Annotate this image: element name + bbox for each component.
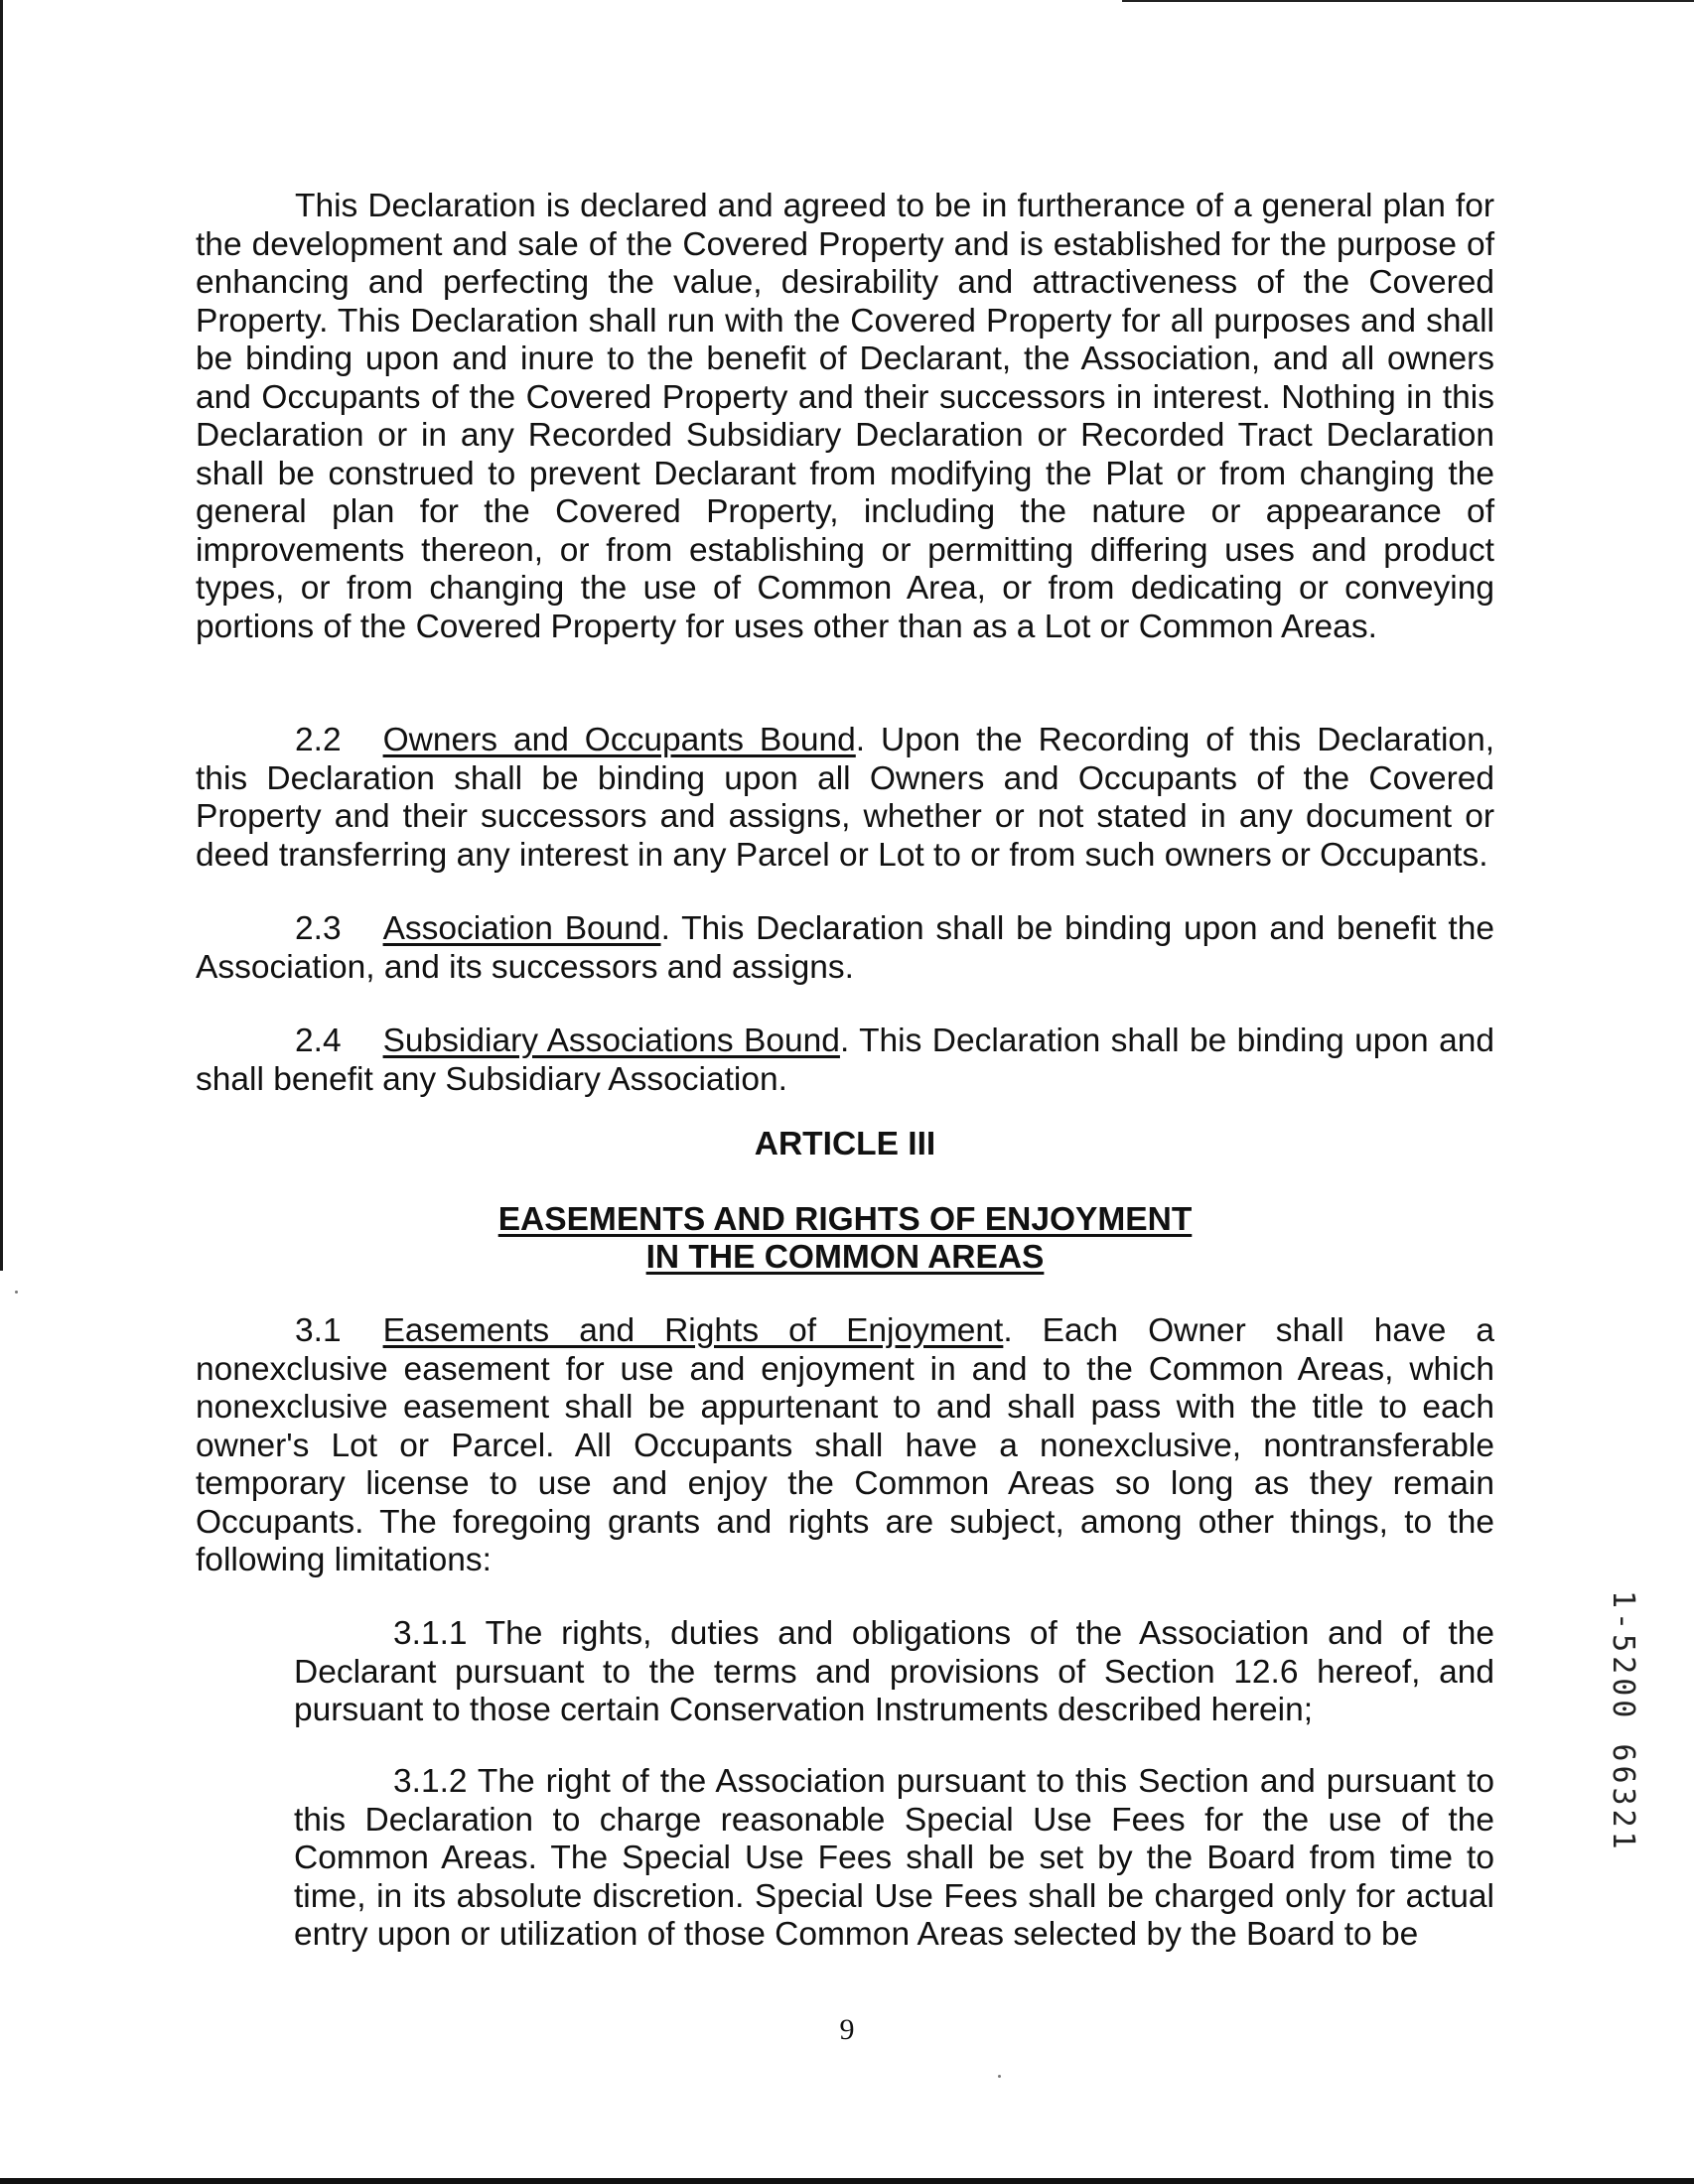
section-number: 2.4: [295, 1023, 342, 1059]
section-number: 2.3: [295, 910, 342, 947]
scan-speck: [15, 1291, 18, 1294]
article-title-line-1: EASEMENTS AND RIGHTS OF ENJOYMENT: [497, 1201, 1193, 1238]
section-number: 3.1: [295, 1312, 342, 1349]
subsection-number: 3.1.2: [393, 1763, 468, 1800]
section-text: . This Declaration shall be binding upon and benefit the Association, and its successors and assigns.: [196, 910, 1494, 986]
article-label: ARTICLE III: [754, 1126, 936, 1162]
subsection-3-1-1: [294, 1615, 1494, 1730]
section-2-4: [196, 1023, 1494, 1099]
section-3-1: [196, 1312, 1494, 1580]
scan-edge-bottom: [0, 2178, 1694, 2184]
section-title: Owners and Occupants Bound: [382, 722, 856, 758]
scan-edge-top: [1122, 0, 1694, 2]
section-2-2: [196, 722, 1494, 875]
section-title: Subsidiary Associations Bound: [382, 1023, 840, 1059]
subsection-text: The right of the Association pursuant to this Section and pursuant to this Declaration to charge reasonable Special Use Fees for the use of the Common Areas. The Special Use Fees shall be set by the Board from time to time, in its absolute discretion. Special Use Fees shall be charged only for actual entry upon or utilization of those Common Areas selected by the Board to be: [294, 1763, 1495, 1953]
subsection-3-1-2: [294, 1763, 1494, 1955]
section-text: . Each Owner shall have a nonexclusive easement for use and enjoyment in and to the Common Areas, which nonexclusive easement shall be appurtenant to and shall pass with the title to each owner's Lot or Parcel. All Occupants shall have a nonexclusive, nontransferable temporary license to use and enjoy the Common Areas so long as they remain Occupants. The foregoing grants and rights are subject, among other things, to the following limitations:: [196, 1312, 1494, 1578]
subsection-text: The rights, duties and obligations of the Association and of the Declarant pursuant to the terms and provisions of Section 12.6 hereof, and pursuant to those certain Conservation Instruments described herein;: [294, 1615, 1495, 1728]
section-title: Easements and Rights of Enjoyment: [382, 1312, 1004, 1349]
page-number: 9: [839, 2013, 855, 2046]
scan-edge-left: [0, 0, 3, 1271]
section-number: 2.2: [295, 722, 342, 758]
article-title-line-2: IN THE COMMON AREAS: [645, 1239, 1045, 1276]
section-2-3: [196, 910, 1494, 987]
intro-paragraph-block: [196, 188, 1494, 646]
section-text: . Upon the Recording of this Declaration, this Declaration shall be binding upon all Owners and Occupants of the Covered Property and their successors and assigns, whether or not stated in any document or deed transferring any interest in any Parcel or Lot to or from such owners or Occupants.: [196, 722, 1495, 874]
intro-paragraph: This Declaration is declared and agreed to be in furtherance of a general plan for the development and sale of the Covered Property and is established for the purpose of enhancing and perfecting the value, desirability and attractiveness of the Covered Property. This Declaration shall run with the Covered Property for all purposes and shall be binding upon and inure to the benefit of Declarant, the Association, and all owners and Occupants of the Covered Property and their successors in interest. Nothing in this Declaration or in any Recorded Subsidiary Declaration or Recorded Tract Declaration shall be construed to prevent Declarant from modifying the Plat or from changing the general plan for the Covered Property, including the nature or appearance of improvements thereon, or from establishing or permitting differing uses and product types, or from changing the use of Common Area, or from dedicating or conveying portions of the Covered Property for uses other than as a Lot or Common Areas.: [196, 188, 1494, 645]
recording-stamp: [1607, 1590, 1646, 1878]
recording-stamp-text: 1-5200 66321: [1606, 1590, 1640, 1853]
section-text: . This Declaration shall be binding upon and shall benefit any Subsidiary Association.: [196, 1023, 1494, 1098]
scan-speck: [998, 2075, 1001, 2078]
subsection-number: 3.1.1: [393, 1615, 468, 1652]
section-title: Association Bound: [382, 910, 661, 947]
